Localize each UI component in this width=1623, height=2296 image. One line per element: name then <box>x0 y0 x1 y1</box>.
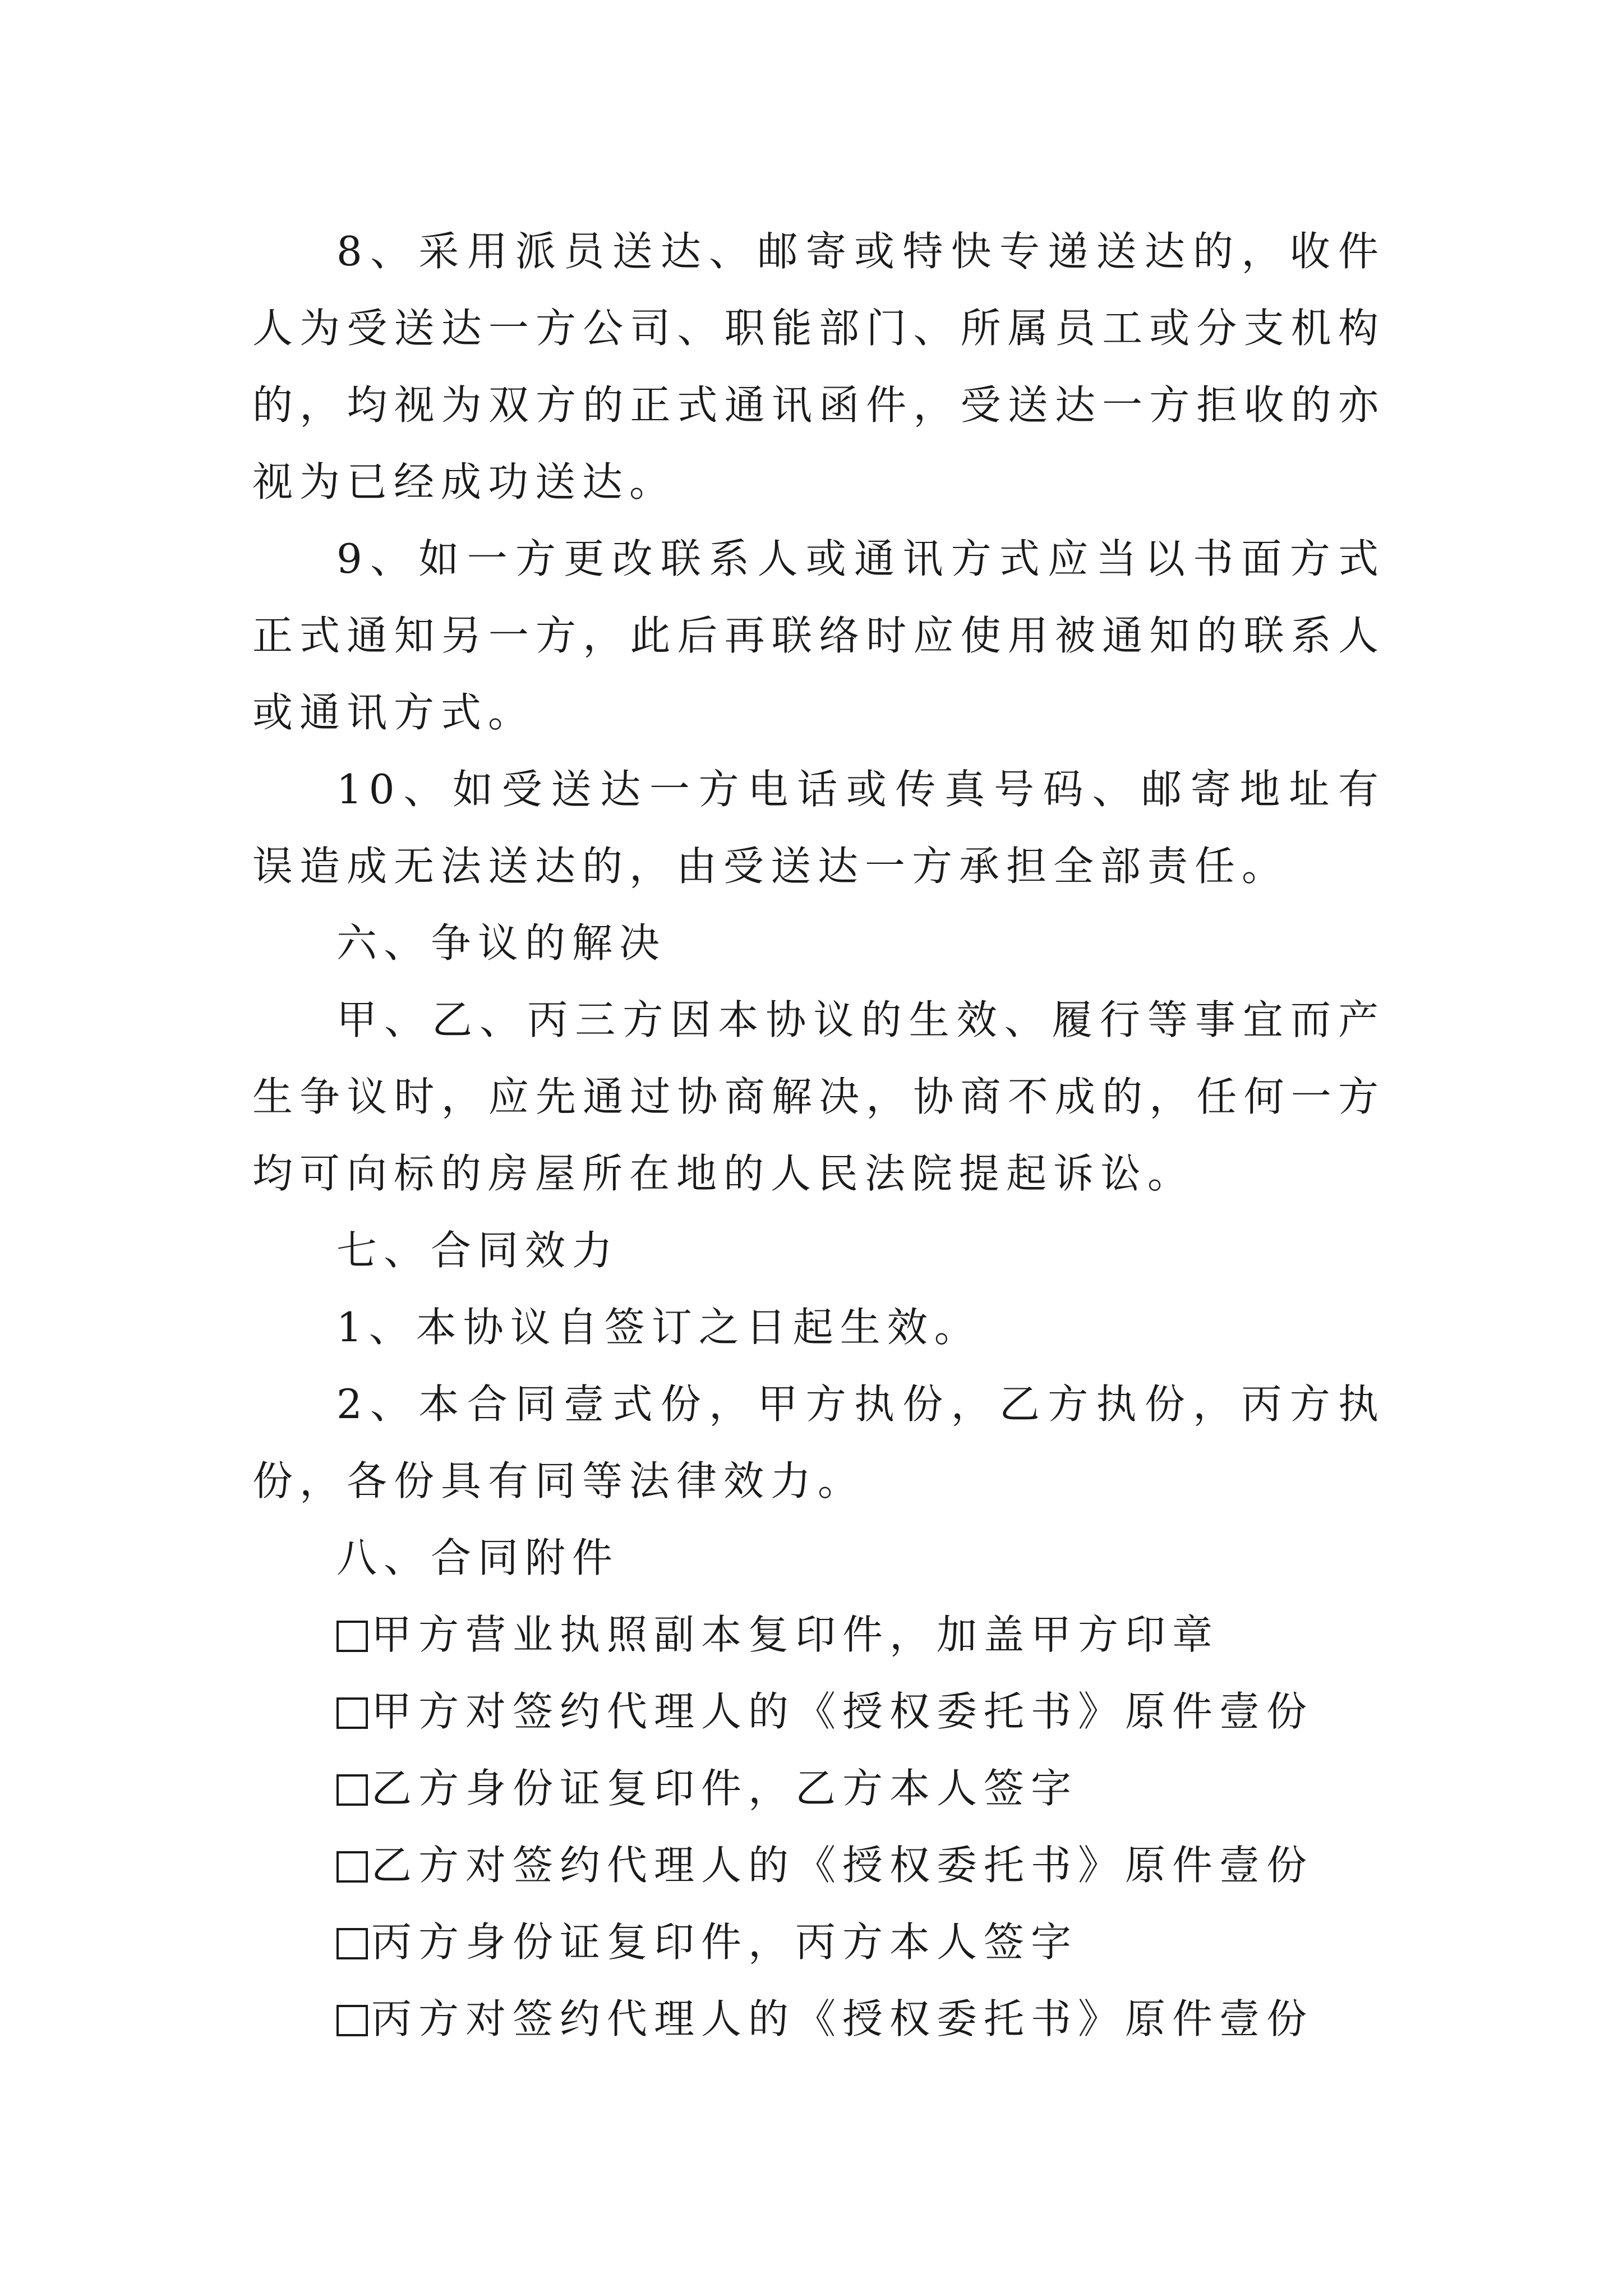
checkbox-icon[interactable] <box>336 2005 368 2036</box>
attachment-label: 乙方身份证复印件，乙方本人签字 <box>371 1765 1078 1812</box>
checkbox-icon[interactable] <box>336 1774 368 1806</box>
attachment-item <box>252 1827 1385 1904</box>
attachment-item <box>252 1750 1385 1827</box>
section-heading-validity: 七、合同效力 <box>336 1227 620 1274</box>
attachment-item <box>252 1981 1385 2058</box>
clause-9: 9、如一方更改联系人或通讯方式应当以书面方式正式通知另一方，此后再联络时应使用被通知的联系人或通讯方式。 <box>252 535 1385 736</box>
checkbox-icon[interactable] <box>336 1928 368 1959</box>
section-heading-attachments: 八、合同附件 <box>336 1534 620 1581</box>
checkbox-icon[interactable] <box>336 1697 368 1729</box>
attachment-label: 甲方对签约代理人的《授权委托书》原件壹份 <box>371 1688 1314 1735</box>
attachment-label: 乙方对签约代理人的《授权委托书》原件壹份 <box>371 1842 1314 1889</box>
checkbox-icon[interactable] <box>336 1621 368 1652</box>
checkbox-icon[interactable] <box>336 1851 368 1883</box>
attachment-item <box>252 1596 1385 1673</box>
clause-8: 8、采用派员送达、邮寄或特快专递送达的，收件人为受送达一方公司、职能部门、所属员工或分支机构的，均视为双方的正式通讯函件，受送达一方拒收的亦视为已经成功送达。 <box>252 228 1385 505</box>
clause-10: 10、如受送达一方电话或传真号码、邮寄地址有误造成无法送达的，由受送达一方承担全部责任。 <box>252 766 1385 890</box>
section-heading-dispute: 六、争议的解决 <box>336 919 667 967</box>
validity-item-2: 2、本合同壹式份，甲方执份，乙方执份，丙方执份，各份具有同等法律效力。 <box>252 1381 1385 1504</box>
attachment-item <box>252 1904 1385 1981</box>
document-body <box>252 213 1385 2058</box>
attachment-item <box>252 1673 1385 1750</box>
dispute-resolution-text: 甲、乙、丙三方因本协议的生效、履行等事宜而产生争议时，应先通过协商解决，协商不成的，任何一方均可向标的房屋所在地的人民法院提起诉讼。 <box>252 996 1385 1197</box>
attachment-list <box>252 1596 1385 2058</box>
attachment-label: 丙方身份证复印件，丙方本人签字 <box>371 1918 1078 1966</box>
attachment-label: 甲方营业执照副本复印件，加盖甲方印章 <box>371 1611 1220 1658</box>
validity-item-1: 1、本协议自签订之日起生效。 <box>336 1304 981 1351</box>
attachment-label: 丙方对签约代理人的《授权委托书》原件壹份 <box>371 1995 1314 2042</box>
